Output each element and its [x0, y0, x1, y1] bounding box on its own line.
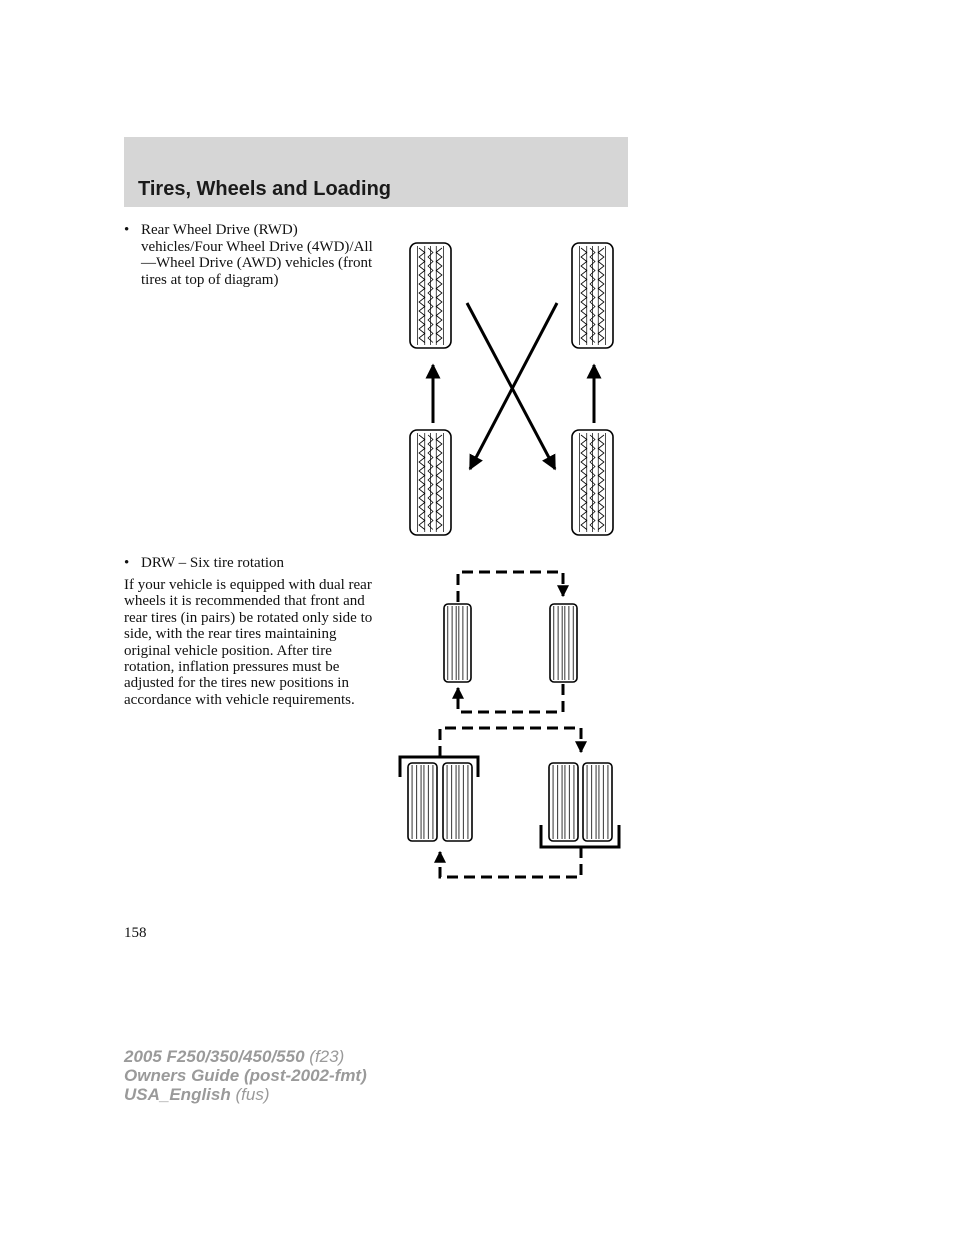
arrow-front-right-to-rear-left: [470, 303, 557, 469]
document-footer: [124, 1047, 367, 1104]
tire-front-right: [550, 604, 577, 682]
bullet-text: Rear Wheel Drive (RWD) vehicles/Four Wheel Drive (4WD)/All—Wheel Drive (AWD) vehicles (front tires at top of diagram): [141, 222, 373, 288]
bullet-text: DRW – Six tire rotation: [141, 555, 285, 571]
footer-model-code: (f23): [309, 1047, 345, 1066]
tire-rear-right-inner: [549, 763, 578, 841]
six-tire-rotation-diagram: [390, 562, 630, 882]
footer-language: USA_English: [124, 1085, 231, 1104]
bullet-marker: •: [124, 222, 130, 238]
footer-language-code: (fus): [235, 1085, 270, 1104]
arrow-front-left-to-rear-right: [467, 303, 555, 469]
page-number: 158: [124, 925, 147, 941]
footer-guide: Owners Guide (post-2002-fmt): [124, 1066, 367, 1085]
tire-front-left: [444, 604, 471, 682]
tire-rear-left: [410, 430, 451, 535]
bullet-rwd-4wd-awd: [124, 222, 374, 312]
tire-front-left: [410, 243, 451, 348]
bullet-marker: •: [124, 555, 130, 571]
drw-paragraph: If your vehicle is equipped with dual rear wheels it is recommended that front and rear tires (in pairs) be rotated only side to side, with the rear tires maintaining original vehicle position. After tire rotation, inflation pressures must be adjusted for the tires new positions in accordance with vehicle requirements.: [124, 577, 373, 708]
arrow-rear-left-to-rear-right: [440, 728, 581, 757]
arrow-front-right-to-front-left: [458, 684, 563, 712]
arrow-rear-right-to-rear-left: [440, 847, 581, 877]
four-tire-rotation-diagram: [400, 235, 620, 540]
tire-front-right: [572, 243, 613, 348]
tire-rear-left-inner: [443, 763, 472, 841]
section-header: [124, 137, 628, 207]
footer-line-1: [124, 1047, 367, 1066]
tire-rear-right: [572, 430, 613, 535]
section-title: Tires, Wheels and Loading: [138, 178, 392, 200]
footer-line-2: [124, 1066, 367, 1085]
tire-rear-right-outer: [583, 763, 612, 841]
bullet-drw: [124, 555, 374, 575]
footer-line-3: [124, 1085, 367, 1104]
tire-rear-left-outer: [408, 763, 437, 841]
footer-model: 2005 F250/350/450/550: [124, 1047, 305, 1066]
arrow-front-left-to-front-right: [458, 572, 563, 602]
